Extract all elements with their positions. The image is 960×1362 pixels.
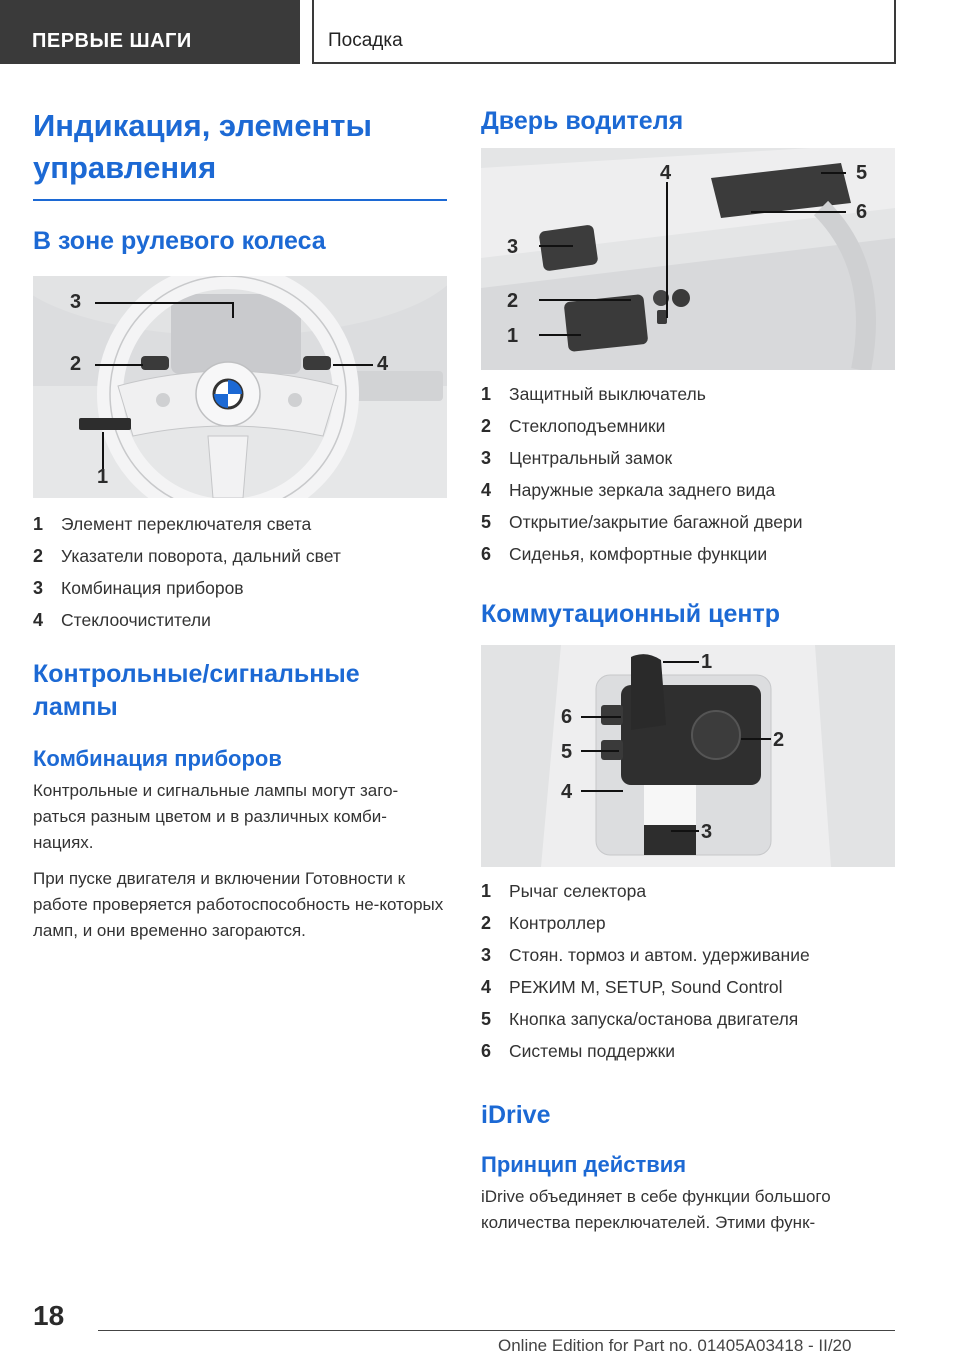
- steering-heading: В зоне рулевого колеса: [33, 227, 326, 255]
- lamps-heading: Контрольные/сигнальные лампы: [33, 660, 360, 721]
- callout-3: 3: [507, 236, 519, 258]
- list-item: 4 Стеклоочистители: [33, 610, 211, 630]
- callout-5: 5: [856, 162, 868, 184]
- section-tab: ПЕРВЫЕ ШАГИ: [0, 0, 300, 64]
- list-item: 5 Кнопка запуска/останова двигателя: [481, 1009, 799, 1029]
- list-item: 3 Стоян. тормоз и автом. удерживание: [481, 945, 810, 965]
- list-item: 3 Комбинация приборов: [33, 578, 244, 598]
- callout-3: 3: [701, 821, 713, 843]
- right-column: [481, 105, 895, 1236]
- callout-1: 1: [701, 651, 713, 673]
- door-legend: [481, 378, 895, 570]
- list-item: 2 Стеклоподъемники: [481, 416, 666, 436]
- console-legend: [481, 875, 895, 1067]
- left-column: [33, 105, 447, 944]
- idrive-subheading: Принцип действия: [481, 1152, 687, 1177]
- steering-wheel-figure: [33, 276, 447, 498]
- list-item: 4 РЕЖИМ M, SETUP, Sound Control: [481, 977, 783, 997]
- idrive-paragraph: iDrive объединяет в себе функции большого количества переключателей. Этими функ-: [481, 1187, 831, 1232]
- lamps-paragraph-2: При пуске двигателя и включении Готовности к работе проверяется работоспособность не-которых ламп, и они временно загораются.: [33, 869, 444, 940]
- driver-door-figure: [481, 148, 895, 370]
- steering-legend: [33, 508, 447, 636]
- lamps-paragraph-1: Контрольные и сигнальные лампы могут заго-раться разным цветом и в различных комби-нациях.: [33, 781, 399, 852]
- callout-6: 6: [856, 201, 868, 223]
- callout-1: 1: [97, 466, 109, 488]
- center-console-figure: [481, 645, 895, 867]
- edition-info: Online Edition for Part no. 01405A03418 - II/20: [498, 1336, 852, 1355]
- title-rule: [33, 199, 447, 201]
- door-heading: Дверь водителя: [481, 107, 684, 135]
- console-heading: Коммутационный центр: [481, 600, 780, 628]
- callout-4: 4: [561, 781, 573, 803]
- callout-5: 5: [561, 741, 573, 763]
- lamps-subheading: Комбинация приборов: [33, 746, 282, 771]
- list-item: 5 Открытие/закрытие багажной двери: [481, 512, 803, 532]
- footer-rule: [98, 1330, 895, 1331]
- callout-4: 4: [377, 353, 389, 375]
- list-item: 1 Рычаг селектора: [481, 881, 647, 901]
- callout-6: 6: [561, 706, 573, 728]
- list-item: 6 Сиденья, комфортные функции: [481, 544, 768, 564]
- list-item: 6 Системы поддержки: [481, 1041, 676, 1061]
- list-item: 4 Наружные зеркала заднего вида: [481, 480, 776, 500]
- callout-2: 2: [773, 729, 785, 751]
- callout-2: 2: [70, 353, 82, 375]
- page-number: 18: [33, 1300, 65, 1331]
- callout-1: 1: [507, 325, 519, 347]
- callout-3: 3: [70, 291, 82, 313]
- idrive-heading: iDrive: [481, 1101, 551, 1129]
- callout-4: 4: [660, 162, 672, 184]
- list-item: 2 Указатели поворота, дальний свет: [33, 546, 341, 566]
- page-title: Индикация, элементы управления: [33, 108, 372, 185]
- list-item: 2 Контроллер: [481, 913, 606, 933]
- list-item: 1 Элемент переключателя света: [33, 514, 312, 534]
- list-item: 3 Центральный замок: [481, 448, 673, 468]
- chapter-title: Посадка: [312, 0, 896, 64]
- callout-2: 2: [507, 290, 519, 312]
- list-item: 1 Защитный выключатель: [481, 384, 706, 404]
